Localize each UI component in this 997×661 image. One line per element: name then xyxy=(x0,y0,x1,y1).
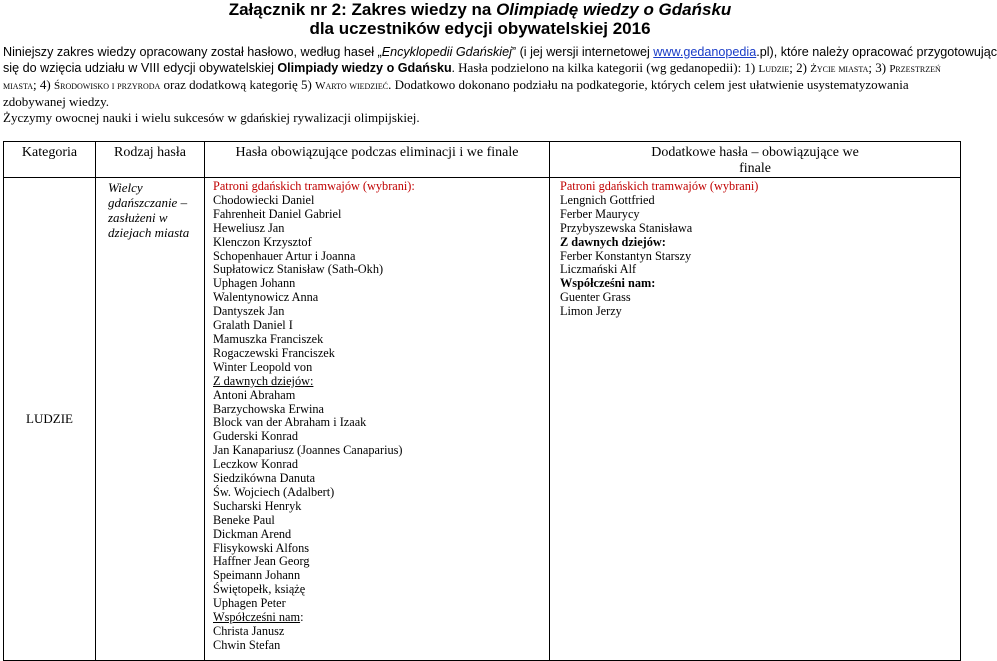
header-rodzaj: Rodzaj hasła xyxy=(96,142,205,178)
list-item: Barzychowska Erwina xyxy=(213,401,324,416)
additional-topics-cell xyxy=(550,178,961,661)
list-item: Speimann Johann xyxy=(213,568,301,583)
intro-text: ; 3) xyxy=(868,60,890,75)
list-item: Guenter Grass xyxy=(560,290,631,305)
list-item: Christa Janusz xyxy=(213,624,285,638)
category-przestrzen-cont: miasta xyxy=(3,80,34,92)
table-header-row xyxy=(4,142,961,178)
list-item: Św. Wojciech (Adalbert) xyxy=(213,484,335,499)
list-item: Ferber Maurycy xyxy=(560,206,640,221)
intro-text: ” (i jej wersji internetowej xyxy=(511,45,654,59)
intro-line-4: zdobywanej wiedzy. xyxy=(3,94,110,109)
list-item: Schopenhauer Artur i Joanna xyxy=(213,248,356,263)
type-label-line: dziejach miasta xyxy=(108,225,190,240)
list-item: Fahrenheit Daniel Gabriel xyxy=(213,206,342,221)
list-item: Dickman Arend xyxy=(213,526,292,541)
list-item: Siedzikówna Danuta xyxy=(213,471,316,486)
intro-text: .pl), które należy opracować przygotowując xyxy=(756,45,997,59)
subcategory-heading xyxy=(213,611,549,625)
type-label-line: Wielcy xyxy=(108,180,143,195)
category-warto-wiedziec: Warto wiedzieć xyxy=(315,80,389,92)
category-przestrzen: Przestrzeń xyxy=(889,63,941,75)
intro-paragraph xyxy=(3,44,997,126)
intro-text: . Hasła podzielono na kilka kategorii (wg gedanopedii): 1) xyxy=(451,60,759,75)
list-item: Winter Leopold von xyxy=(213,359,313,374)
type-label-line: gdańszczanie – xyxy=(108,195,188,210)
list-item: Haffner Jean Georg xyxy=(213,554,310,569)
intro-text: ; 2) xyxy=(789,60,811,75)
list-item: Klenczon Krzysztof xyxy=(213,234,312,249)
list-item: Walentynowicz Anna xyxy=(213,290,319,305)
list-item: Leczkow Konrad xyxy=(213,457,299,472)
topics-table xyxy=(3,141,961,661)
title-line-1 xyxy=(0,0,960,19)
list-item: Chodowiecki Daniel xyxy=(213,192,315,207)
list-item: Dantyszek Jan xyxy=(213,304,285,319)
elimination-topics-cell xyxy=(205,178,550,661)
list-item: Jan Kanapariusz (Joannes Canaparius) xyxy=(213,443,403,458)
type-label-line: zasłużeni w xyxy=(108,210,168,225)
list-item: Block van der Abraham i Izaak xyxy=(213,415,367,430)
intro-line-1 xyxy=(3,44,997,60)
intro-text: oraz dodatkową kategorię 5) xyxy=(160,77,316,92)
intro-text: się do wzięcia udziału w VIII edycji obywatelskiej xyxy=(3,61,278,75)
title-line-1-italic: Olimpiadę wiedzy o Gdańsku xyxy=(496,0,732,19)
list-item: Heweliusz Jan xyxy=(213,220,285,235)
intro-text: Niniejszy zakres wiedzy opracowany został hasłowo, według haseł „ xyxy=(3,45,382,59)
subcategory-heading-text: Współcześni nam xyxy=(213,610,301,625)
list-item: Antoni Abraham xyxy=(213,387,296,402)
intro-olympiad-name: Olimpiady wiedzy o Gdańsku xyxy=(277,61,452,75)
list-item: Lengnich Gottfried xyxy=(560,192,655,207)
document-title xyxy=(0,0,960,38)
list-item: Rogaczewski Franciszek xyxy=(213,345,335,360)
type-cell xyxy=(96,178,205,661)
list-item: Gralath Daniel I xyxy=(213,318,293,333)
list-item: Świętopełk, książę xyxy=(213,582,306,597)
subcategory-heading: Z dawnych dziejów: xyxy=(213,373,314,388)
list-item: Chwin Stefan xyxy=(213,637,281,652)
header-dodatkowe-line-1: Dodatkowe hasła – obowiązujące we xyxy=(651,145,859,160)
header-dodatkowe-line-2: finale xyxy=(739,161,771,176)
category-zycie-miasta: Życie miasta xyxy=(810,63,869,75)
header-dodatkowe xyxy=(550,142,961,178)
subcategory-heading: Z dawnych dziejów: xyxy=(560,234,666,249)
category-srodowisko: Środowisko i przyroda xyxy=(53,80,161,92)
list-item: Uphagen Peter xyxy=(213,596,286,611)
intro-line-3 xyxy=(3,77,960,94)
list-item: Liczmański Alf xyxy=(560,262,637,277)
intro-encyclopedia-title: Encyklopedii Gdańskiej xyxy=(381,45,512,59)
subcategory-heading: Patroni gdańskich tramwajów (wybrani): xyxy=(213,179,415,193)
list-item: Limon Jerzy xyxy=(560,304,622,319)
category-ludzie: Ludzie xyxy=(758,63,790,75)
category-cell: LUDZIE xyxy=(4,178,96,661)
intro-text: . Dodatkowo dokonano podziału na podkategorie, których celem jest ułatwienie usystematyzowania xyxy=(388,77,909,92)
title-line-1-text: Załącznik nr 2: Zakres wiedzy na xyxy=(228,0,497,19)
subcategory-heading-colon: : xyxy=(300,610,304,625)
list-item: Uphagen Johann xyxy=(213,276,296,291)
title-line-2: dla uczestników edycji obywatelskiej 2016 xyxy=(309,19,651,38)
list-item: Guderski Konrad xyxy=(213,429,299,444)
table-row-ludzie xyxy=(4,178,961,661)
list-item: Sucharski Henryk xyxy=(213,498,302,513)
header-kategoria: Kategoria xyxy=(4,142,96,178)
list-item: Beneke Paul xyxy=(213,512,275,527)
list-item: Przybyszewska Stanisława xyxy=(560,220,693,235)
list-item: Supłatowicz Stanisław (Sath-Okh) xyxy=(213,262,384,277)
intro-text: ; 4) xyxy=(33,77,54,92)
list-item: Ferber Konstantyn Starszy xyxy=(560,248,692,263)
subcategory-heading: Patroni gdańskich tramwajów (wybrani) xyxy=(560,179,759,193)
list-item: Flisykowski Alfons xyxy=(213,540,310,555)
header-eliminacje: Hasła obowiązujące podczas eliminacji i we finale xyxy=(205,142,550,178)
intro-categories xyxy=(452,60,941,75)
intro-line-2 xyxy=(3,60,960,77)
subcategory-heading: Współcześni nam: xyxy=(560,276,656,291)
gedanopedia-link[interactable]: www.gedanopedia xyxy=(653,45,757,59)
intro-line-5: Życzymy owocnej nauki i wielu sukcesów w gdańskiej rywalizacji olimpijskiej. xyxy=(3,110,420,125)
list-item: Mamuszka Franciszek xyxy=(213,331,324,346)
